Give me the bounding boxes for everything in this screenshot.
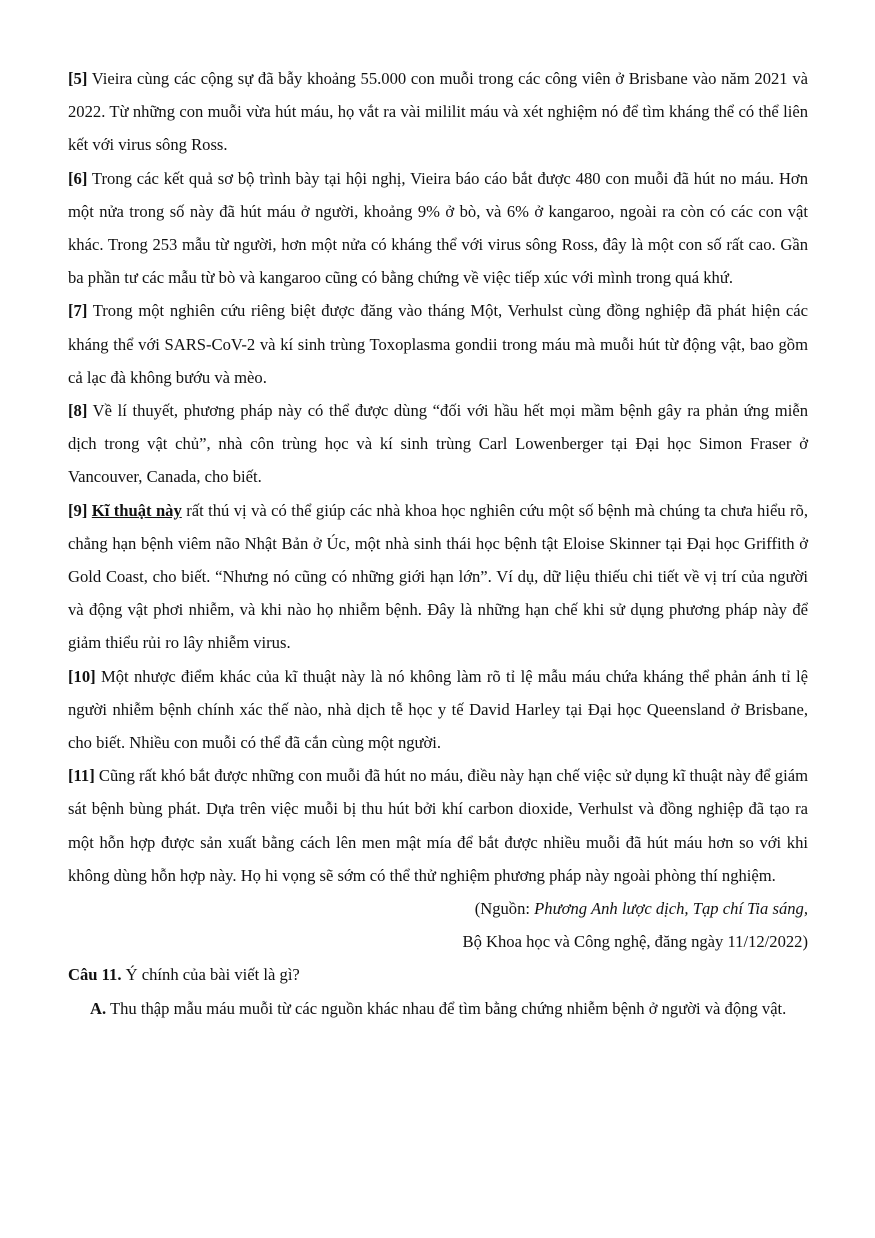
paragraph-text: Về lí thuyết, phương pháp này có thể được dùng “đối với hầu hết mọi mầm bệnh gây ra phản ứng miễn dịch trong vật chủ”, nhà côn trùng học và kí sinh trùng Carl Lowenberger tại Đại học Simon Fraser ở Vancouver, Canada, cho biết. xyxy=(68,401,808,487)
paragraph-text: Trong một nghiên cứu riêng biệt được đăng vào tháng Một, Verhulst cùng đồng nghiệp đã phát hiện các kháng thể với SARS-CoV-2 và kí sinh trùng Toxoplasma gondii trong máu mà muỗi hút từ động vật, bao gồm cả lạc đà không bướu và mèo. xyxy=(68,301,808,387)
paragraph-5 xyxy=(68,62,808,162)
source-italic: Phương Anh lược dịch, Tạp chí Tia sáng, xyxy=(534,899,808,919)
paragraph-number: [5] xyxy=(68,69,88,88)
question-text: Ý chính của bài viết là gì? xyxy=(121,965,300,985)
question-number: Câu 11. xyxy=(68,965,122,985)
paragraph-number: [9] xyxy=(68,500,88,520)
paragraph-9 xyxy=(68,494,808,660)
paragraph-6 xyxy=(68,162,808,295)
source-citation-line2 xyxy=(68,925,808,958)
document-page xyxy=(68,62,808,1025)
question-11 xyxy=(68,958,808,991)
highlighted-term: Kĩ thuật này xyxy=(91,500,182,520)
paragraph-text: Trong các kết quả sơ bộ trình bày tại hội nghị, Vieira báo cáo bắt được 480 con muỗi đã hút no máu. Hơn một nửa trong số này đã hút máu ở người, khoảng 9% ở bò, và 6% ở kangaroo, ngoài ra còn có các con vật khác. Trong 253 mẫu từ người, hơn một nửa có kháng thể với virus sông Ross, đây là một con số rất cao. Gần ba phần tư các mẫu từ bò và kangaroo cũng có bằng chứng về việc tiếp xúc với mình trong quá khứ. xyxy=(68,168,808,288)
option-text: Thu thập mẫu máu muỗi từ các nguồn khác nhau để tìm bằng chứng nhiễm bệnh ở người và động vật. xyxy=(106,998,787,1018)
source-citation xyxy=(68,892,808,925)
paragraph-text: Cũng rất khó bắt được những con muỗi đã hút no máu, điều này hạn chế việc sử dụng kĩ thuật này để giám sát bệnh bùng phát. Dựa trên việc muỗi bị thu hút bởi khí carbon dioxide, Verhulst và đồng nghiệp đã tạo ra một hỗn hợp được sản xuất bằng cách lên men mật mía để bắt được nhiều muỗi đã hút máu hơn so với khi không dùng hỗn hợp này. Họ hi vọng sẽ sớm có thể thử nghiệm phương pháp này ngoài phòng thí nghiệm. xyxy=(68,766,808,885)
paragraph-number: [6] xyxy=(68,168,88,188)
paragraph-text: Vieira cùng các cộng sự đã bẫy khoảng 55.000 con muỗi trong các công viên ở Brisbane vào năm 2021 và 2022. Từ những con muỗi vừa hút máu, họ vắt ra vài mililit máu và xét nghiệm nó để tìm kháng thể có thể liên kết với virus sông Ross. xyxy=(68,69,808,155)
option-a xyxy=(68,992,808,1025)
paragraph-text: rất thú vị và có thể giúp các nhà khoa học nghiên cứu một số bệnh mà chúng ta chưa hiểu rõ, chẳng hạn bệnh viêm não Nhật Bản ở Úc, một nhà sinh thái học bệnh tật Eloise Skinner tại Đại học Griffith ở Gold Coast, cho biết. “Nhưng nó cũng có những giới hạn lớn”. Ví dụ, dữ liệu thiếu chi tiết về vị trí của người và động vật phơi nhiễm, và khi nào họ nhiễm bệnh. Đây là những hạn chế khi sử dụng phương pháp này để giảm thiểu rủi ro lây nhiễm virus. xyxy=(68,500,808,653)
paragraph-number: [11] xyxy=(68,766,95,786)
paragraph-8 xyxy=(68,394,808,494)
paragraph-number: [10] xyxy=(68,666,96,686)
paragraph-number: [7] xyxy=(68,301,88,321)
source-prefix: (Nguồn: xyxy=(474,899,535,919)
paragraph-number: [8] xyxy=(68,401,88,421)
option-letter: A. xyxy=(90,998,107,1018)
source-line2: Bộ Khoa học và Công nghệ, đăng ngày 11/12/2022) xyxy=(462,932,808,952)
paragraph-7 xyxy=(68,294,808,394)
paragraph-10 xyxy=(68,660,808,760)
paragraph-11 xyxy=(68,759,808,892)
paragraph-text: Một nhược điểm khác của kĩ thuật này là nó không làm rõ tỉ lệ mẫu máu chứa kháng thể phản ánh tỉ lệ người nhiễm bệnh chính xác thế nào, nhà dịch tễ học y tế David Harley tại Đại học Queensland ở Brisbane, cho biết. Nhiều con muỗi có thể đã cắn cùng một người. xyxy=(68,666,808,753)
